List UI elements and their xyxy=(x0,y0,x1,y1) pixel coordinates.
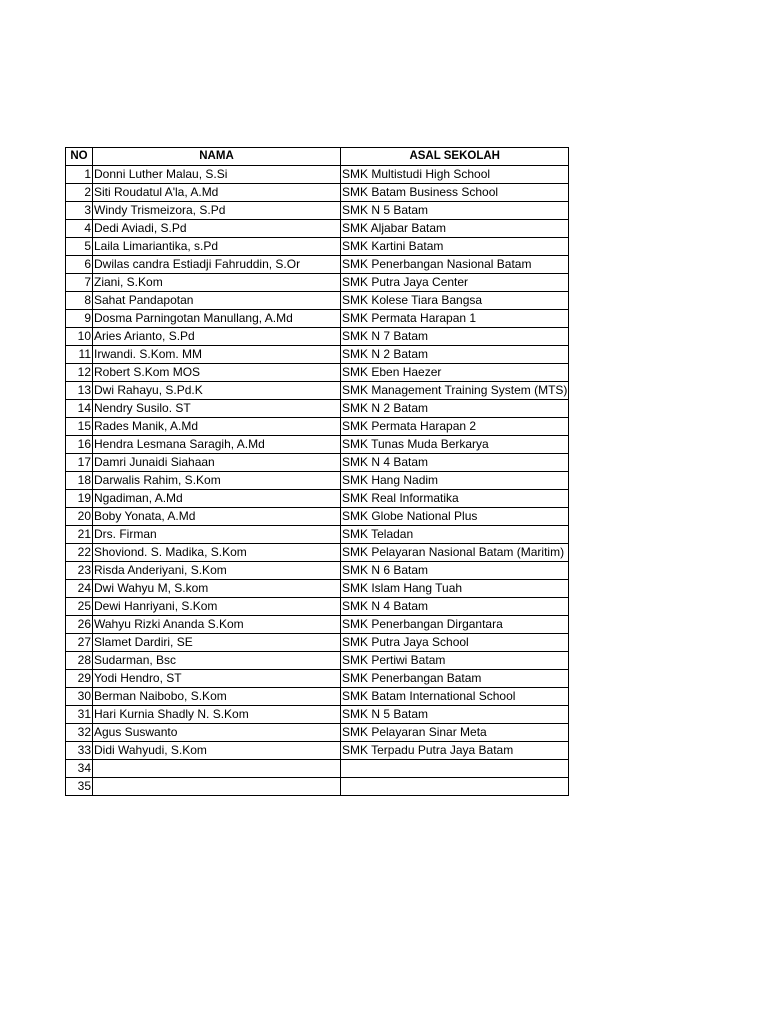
cell-asal-sekolah xyxy=(341,562,569,580)
cell-asal-sekolah xyxy=(341,688,569,706)
cell-asal-sekolah xyxy=(341,184,569,202)
cell-no: 17 xyxy=(66,454,93,472)
cell-no: 29 xyxy=(66,670,93,688)
cell-nama-text: Darwalis Rahim, S.Kom xyxy=(94,473,221,487)
cell-nama xyxy=(93,706,341,724)
cell-nama-text: Laila Limariantika, s.Pd xyxy=(94,239,219,253)
cell-nama-text: Damri Junaidi Siahaan xyxy=(94,455,215,469)
cell-asal-sekolah xyxy=(341,580,569,598)
cell-asal-sekolah xyxy=(341,652,569,670)
cell-no: 28 xyxy=(66,652,93,670)
cell-no: 6 xyxy=(66,256,93,274)
cell-nama-text: Didi Wahyudi, S.Kom xyxy=(94,743,207,757)
table-row xyxy=(66,382,569,400)
cell-nama-text: Yodi Hendro, ST xyxy=(94,671,182,685)
cell-no: 16 xyxy=(66,436,93,454)
cell-asal-sekolah xyxy=(341,598,569,616)
cell-asal-sekolah xyxy=(341,454,569,472)
cell-asal-sekolah-text: SMK Penerbangan Nasional Batam xyxy=(342,257,532,271)
cell-asal-sekolah-text: SMK Permata Harapan 1 xyxy=(342,311,477,325)
cell-asal-sekolah-text: SMK Teladan xyxy=(342,527,414,541)
cell-asal-sekolah xyxy=(341,778,569,796)
cell-nama xyxy=(93,310,341,328)
cell-asal-sekolah xyxy=(341,724,569,742)
cell-nama xyxy=(93,436,341,454)
cell-nama xyxy=(93,256,341,274)
table-row xyxy=(66,706,569,724)
cell-asal-sekolah-text: SMK Tunas Muda Berkarya xyxy=(342,437,489,451)
cell-nama xyxy=(93,580,341,598)
cell-nama xyxy=(93,166,341,184)
cell-asal-sekolah-text: SMK Pertiwi Batam xyxy=(342,653,446,667)
cell-no: 9 xyxy=(66,310,93,328)
cell-nama xyxy=(93,670,341,688)
cell-no: 30 xyxy=(66,688,93,706)
table-row xyxy=(66,580,569,598)
cell-nama-text: Hari Kurnia Shadly N. S.Kom xyxy=(94,707,249,721)
cell-nama xyxy=(93,562,341,580)
cell-no: 12 xyxy=(66,364,93,382)
cell-asal-sekolah xyxy=(341,436,569,454)
cell-asal-sekolah xyxy=(341,382,569,400)
table-row xyxy=(66,670,569,688)
cell-nama xyxy=(93,400,341,418)
cell-nama-text: Dwi Rahayu, S.Pd.K xyxy=(94,383,203,397)
cell-nama xyxy=(93,760,341,778)
cell-asal-sekolah xyxy=(341,706,569,724)
cell-asal-sekolah-text: SMK Aljabar Batam xyxy=(342,221,447,235)
cell-nama-text: Dewi Hanriyani, S.Kom xyxy=(94,599,218,613)
cell-asal-sekolah xyxy=(341,490,569,508)
cell-asal-sekolah xyxy=(341,274,569,292)
header-nama: NAMA xyxy=(93,148,341,166)
cell-nama-text: Dedi Aviadi, S.Pd xyxy=(94,221,187,235)
cell-nama-text: Aries Arianto, S.Pd xyxy=(94,329,195,343)
cell-asal-sekolah xyxy=(341,760,569,778)
cell-asal-sekolah-text: SMK Batam Business School xyxy=(342,185,499,199)
cell-asal-sekolah-text: SMK Batam International School xyxy=(342,689,516,703)
cell-asal-sekolah xyxy=(341,418,569,436)
cell-asal-sekolah xyxy=(341,202,569,220)
cell-asal-sekolah-text: SMK Kartini Batam xyxy=(342,239,444,253)
cell-no: 15 xyxy=(66,418,93,436)
cell-nama xyxy=(93,598,341,616)
cell-no: 22 xyxy=(66,544,93,562)
cell-asal-sekolah-text: SMK Penerbangan Batam xyxy=(342,671,482,685)
cell-asal-sekolah-text: SMK Kolese Tiara Bangsa xyxy=(342,293,483,307)
cell-nama xyxy=(93,238,341,256)
table-row xyxy=(66,400,569,418)
header-row xyxy=(66,148,569,166)
table-row xyxy=(66,166,569,184)
cell-no: 18 xyxy=(66,472,93,490)
table-row xyxy=(66,220,569,238)
cell-no: 2 xyxy=(66,184,93,202)
cell-asal-sekolah xyxy=(341,346,569,364)
cell-asal-sekolah xyxy=(341,310,569,328)
cell-no: 19 xyxy=(66,490,93,508)
cell-nama xyxy=(93,364,341,382)
cell-asal-sekolah-text: SMK N 7 Batam xyxy=(342,329,429,343)
cell-no: 3 xyxy=(66,202,93,220)
table-row xyxy=(66,544,569,562)
cell-nama-text: Sahat Pandapotan xyxy=(94,293,194,307)
cell-no: 20 xyxy=(66,508,93,526)
cell-nama xyxy=(93,634,341,652)
cell-no: 32 xyxy=(66,724,93,742)
cell-asal-sekolah xyxy=(341,328,569,346)
cell-no: 34 xyxy=(66,760,93,778)
cell-no: 33 xyxy=(66,742,93,760)
table-row xyxy=(66,562,569,580)
cell-asal-sekolah-text: SMK Pelayaran Nasional Batam (Maritim) xyxy=(342,545,565,559)
table-row xyxy=(66,526,569,544)
cell-asal-sekolah xyxy=(341,220,569,238)
cell-nama xyxy=(93,508,341,526)
cell-nama-text: Drs. Firman xyxy=(94,527,157,541)
cell-asal-sekolah-text: SMK Real Informatika xyxy=(342,491,459,505)
cell-nama xyxy=(93,220,341,238)
cell-nama xyxy=(93,616,341,634)
cell-nama xyxy=(93,346,341,364)
cell-asal-sekolah xyxy=(341,166,569,184)
cell-asal-sekolah-text: SMK N 5 Batam xyxy=(342,707,429,721)
table-row xyxy=(66,454,569,472)
table-row xyxy=(66,238,569,256)
cell-nama-text: Risda Anderiyani, S.Kom xyxy=(94,563,227,577)
table-row xyxy=(66,616,569,634)
cell-nama xyxy=(93,328,341,346)
cell-nama-text: Dosma Parningotan Manullang, A.Md xyxy=(94,311,293,325)
table-row xyxy=(66,328,569,346)
header-no: NO xyxy=(66,148,93,166)
cell-asal-sekolah-text: SMK Eben Haezer xyxy=(342,365,442,379)
cell-nama-text: Ngadiman, A.Md xyxy=(94,491,183,505)
cell-asal-sekolah xyxy=(341,238,569,256)
table-row xyxy=(66,292,569,310)
cell-nama xyxy=(93,778,341,796)
table-row xyxy=(66,760,569,778)
cell-nama-text: Wahyu Rizki Ananda S.Kom xyxy=(94,617,244,631)
table-row xyxy=(66,274,569,292)
cell-asal-sekolah-text: SMK Pelayaran Sinar Meta xyxy=(342,725,487,739)
cell-nama-text: Donni Luther Malau, S.Si xyxy=(94,167,228,181)
cell-asal-sekolah-text: SMK Penerbangan Dirgantara xyxy=(342,617,503,631)
cell-asal-sekolah-text: SMK N 2 Batam xyxy=(342,401,429,415)
cell-no: 26 xyxy=(66,616,93,634)
cell-asal-sekolah xyxy=(341,400,569,418)
cell-nama-text: Boby Yonata, A.Md xyxy=(94,509,196,523)
cell-no: 24 xyxy=(66,580,93,598)
cell-asal-sekolah xyxy=(341,742,569,760)
cell-nama-text: Windy Trismeizora, S.Pd xyxy=(94,203,226,217)
table-row xyxy=(66,472,569,490)
cell-nama xyxy=(93,472,341,490)
cell-asal-sekolah-text: SMK Putra Jaya Center xyxy=(342,275,469,289)
cell-nama xyxy=(93,652,341,670)
cell-nama-text: Rades Manik, A.Md xyxy=(94,419,199,433)
table-row xyxy=(66,310,569,328)
cell-asal-sekolah xyxy=(341,292,569,310)
cell-asal-sekolah xyxy=(341,526,569,544)
cell-no: 35 xyxy=(66,778,93,796)
cell-asal-sekolah-text: SMK Globe National Plus xyxy=(342,509,478,523)
cell-nama-text: Agus Suswanto xyxy=(94,725,178,739)
table-row xyxy=(66,202,569,220)
cell-nama xyxy=(93,742,341,760)
table-row xyxy=(66,724,569,742)
cell-asal-sekolah-text: SMK Multistudi High School xyxy=(342,167,491,181)
cell-nama xyxy=(93,490,341,508)
cell-no: 25 xyxy=(66,598,93,616)
cell-nama-text: Hendra Lesmana Saragih, A.Md xyxy=(94,437,265,451)
cell-nama-text: Irwandi. S.Kom. MM xyxy=(94,347,203,361)
cell-no: 14 xyxy=(66,400,93,418)
cell-asal-sekolah-text: SMK Hang Nadim xyxy=(342,473,439,487)
cell-asal-sekolah-text: SMK N 4 Batam xyxy=(342,455,429,469)
cell-asal-sekolah xyxy=(341,364,569,382)
cell-nama-text: Slamet Dardiri, SE xyxy=(94,635,193,649)
table-row xyxy=(66,778,569,796)
table-row xyxy=(66,634,569,652)
table-row xyxy=(66,346,569,364)
header-asal-sekolah: ASAL SEKOLAH xyxy=(341,148,569,166)
table-row xyxy=(66,418,569,436)
cell-asal-sekolah-text: SMK Terpadu Putra Jaya Batam xyxy=(342,743,514,757)
cell-nama xyxy=(93,292,341,310)
table-row xyxy=(66,598,569,616)
table-row xyxy=(66,652,569,670)
table-row xyxy=(66,688,569,706)
cell-no: 13 xyxy=(66,382,93,400)
cell-asal-sekolah-text: SMK N 6 Batam xyxy=(342,563,429,577)
cell-no: 8 xyxy=(66,292,93,310)
cell-asal-sekolah xyxy=(341,508,569,526)
cell-nama xyxy=(93,274,341,292)
cell-asal-sekolah xyxy=(341,472,569,490)
cell-asal-sekolah xyxy=(341,544,569,562)
cell-nama xyxy=(93,184,341,202)
cell-asal-sekolah xyxy=(341,256,569,274)
cell-asal-sekolah-text: SMK Management Training System (MTS) xyxy=(342,383,568,397)
table-row xyxy=(66,256,569,274)
cell-asal-sekolah-text: SMK Islam Hang Tuah xyxy=(342,581,463,595)
cell-nama-text: Robert S.Kom MOS xyxy=(94,365,201,379)
cell-asal-sekolah xyxy=(341,616,569,634)
cell-nama-text: Berman Naibobo, S.Kom xyxy=(94,689,227,703)
table-body xyxy=(66,166,569,796)
cell-asal-sekolah xyxy=(341,670,569,688)
cell-no: 27 xyxy=(66,634,93,652)
cell-nama-text: Nendry Susilo. ST xyxy=(94,401,191,415)
cell-asal-sekolah-text: SMK N 4 Batam xyxy=(342,599,429,613)
cell-nama xyxy=(93,418,341,436)
table-row xyxy=(66,364,569,382)
cell-asal-sekolah-text: SMK N 2 Batam xyxy=(342,347,429,361)
cell-no: 10 xyxy=(66,328,93,346)
cell-asal-sekolah-text: SMK Permata Harapan 2 xyxy=(342,419,477,433)
school-list-table xyxy=(65,147,569,796)
cell-no: 4 xyxy=(66,220,93,238)
cell-asal-sekolah-text: SMK Putra Jaya School xyxy=(342,635,469,649)
cell-nama xyxy=(93,202,341,220)
cell-nama-text: Dwi Wahyu M, S.kom xyxy=(94,581,209,595)
table-row xyxy=(66,490,569,508)
cell-nama-text: Shoviond. S. Madika, S.Kom xyxy=(94,545,247,559)
cell-asal-sekolah xyxy=(341,634,569,652)
table-row xyxy=(66,436,569,454)
table-row xyxy=(66,508,569,526)
cell-nama xyxy=(93,724,341,742)
cell-no: 7 xyxy=(66,274,93,292)
cell-nama-text: Sudarman, Bsc xyxy=(94,653,177,667)
cell-nama xyxy=(93,382,341,400)
cell-nama xyxy=(93,454,341,472)
cell-no: 21 xyxy=(66,526,93,544)
cell-nama-text: Dwilas candra Estiadji Fahruddin, S.Or xyxy=(94,257,301,271)
cell-no: 5 xyxy=(66,238,93,256)
cell-nama xyxy=(93,544,341,562)
table-row xyxy=(66,184,569,202)
cell-nama xyxy=(93,688,341,706)
cell-nama-text: Siti Roudatul A'la, A.Md xyxy=(94,185,219,199)
cell-no: 31 xyxy=(66,706,93,724)
cell-no: 11 xyxy=(66,346,93,364)
cell-no: 23 xyxy=(66,562,93,580)
cell-nama-text: Ziani, S.Kom xyxy=(94,275,163,289)
cell-nama xyxy=(93,526,341,544)
cell-no: 1 xyxy=(66,166,93,184)
table-row xyxy=(66,742,569,760)
cell-asal-sekolah-text: SMK N 5 Batam xyxy=(342,203,429,217)
